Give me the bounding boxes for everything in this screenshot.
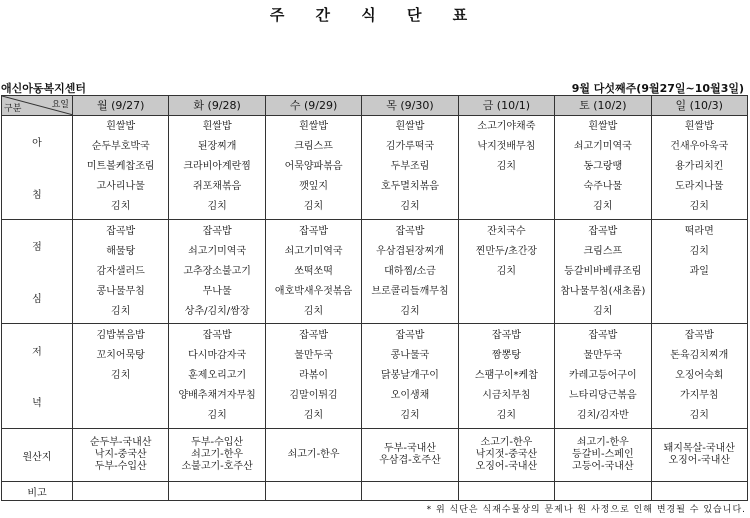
menu-item: 꼬치어묵탕 bbox=[96, 349, 145, 361]
remarks-cell bbox=[169, 482, 265, 501]
day-header: 화 (9/28) bbox=[169, 96, 265, 116]
menu-item: 김치 bbox=[207, 201, 227, 213]
day-header: 수 (9/29) bbox=[265, 96, 361, 116]
menu-item: 과일 bbox=[689, 265, 709, 277]
origin-row bbox=[2, 428, 748, 482]
menu-item: 스팸구이*케찹 bbox=[474, 369, 538, 381]
remarks-cell bbox=[73, 482, 169, 501]
menu-item: 김치 bbox=[303, 305, 324, 317]
corner-cell bbox=[2, 96, 73, 116]
menu-item: 참나물무침(새초롬) bbox=[560, 285, 646, 297]
menu-item: 호두멸치볶음 bbox=[380, 181, 439, 193]
menu-item: 김말이튀김 bbox=[289, 389, 338, 401]
menu-item: 김치 bbox=[496, 265, 517, 277]
menu-item: 고추장소불고기 bbox=[183, 265, 251, 277]
menu-item: 시금치무침 bbox=[482, 389, 531, 401]
menu-cell bbox=[169, 115, 265, 219]
menu-cell bbox=[458, 115, 554, 219]
menu-item: 훈제오리고기 bbox=[188, 369, 247, 381]
menu-item: 쥐포채볶음 bbox=[192, 181, 242, 193]
week-label: 9월 다섯째주(9월27일~10월3일) bbox=[571, 82, 744, 95]
menu-item: 김치/김자반 bbox=[576, 409, 629, 421]
menu-item: 무나물 bbox=[202, 285, 232, 297]
menu-item: 다시마감자국 bbox=[188, 349, 247, 361]
menu-item: 쏘떡쏘떡 bbox=[294, 265, 333, 277]
menu-item: 크림스프 bbox=[294, 141, 333, 153]
menu-item: 김치 bbox=[496, 161, 517, 173]
meal-label-breakfast bbox=[2, 115, 73, 219]
meal-label-bottom: 심 bbox=[32, 293, 42, 305]
meal-label-dinner bbox=[2, 324, 73, 428]
menu-item bbox=[459, 197, 554, 217]
menu-item: 오이생채 bbox=[390, 389, 430, 401]
menu-cell bbox=[362, 219, 458, 323]
origin-cell bbox=[73, 428, 169, 482]
menu-item: 짬뽕탕 bbox=[491, 349, 521, 361]
menu-item: 잡곡밥 bbox=[299, 225, 329, 237]
menu-item: 김치 bbox=[689, 409, 709, 421]
menu-item: 김치 bbox=[593, 305, 613, 317]
menu-cell bbox=[362, 115, 458, 219]
origin-label: 원산지 bbox=[2, 428, 73, 482]
origin-item: 오징어-국내산 bbox=[668, 455, 731, 467]
origin-item: 쇠고기-한우 bbox=[287, 449, 340, 461]
menu-item bbox=[459, 282, 554, 302]
meal-row-dinner bbox=[2, 324, 748, 428]
menu-item: 잡곡밥 bbox=[202, 329, 232, 341]
menu-item: 닭봉날개구이 bbox=[380, 369, 439, 381]
menu-item: 크림스프 bbox=[583, 245, 623, 257]
menu-item: 고사리나물 bbox=[96, 181, 145, 193]
menu-item: 오징어숙회 bbox=[675, 369, 724, 381]
menu-item: 돈육김치찌개 bbox=[670, 349, 729, 361]
weekly-menu-table bbox=[1, 95, 748, 501]
origin-item: 쇠고기-한우 bbox=[576, 437, 629, 449]
menu-item: 크라비아계란찜 bbox=[183, 161, 251, 173]
menu-item: 건새우아욱국 bbox=[670, 141, 729, 153]
menu-item bbox=[652, 282, 747, 302]
menu-cell bbox=[73, 219, 169, 323]
meal-label-lunch bbox=[2, 219, 73, 323]
menu-item: 잡곡밥 bbox=[395, 329, 425, 341]
origin-item: 두부-국내산 bbox=[384, 443, 436, 455]
menu-item: 숙주나물 bbox=[583, 181, 623, 193]
menu-item: 잡곡밥 bbox=[202, 225, 232, 237]
meal-label-bottom: 녁 bbox=[32, 398, 42, 410]
menu-item: 잡곡밥 bbox=[299, 329, 329, 341]
menu-cell bbox=[73, 324, 169, 428]
menu-item: 도라지나물 bbox=[675, 181, 724, 193]
origin-item: 쇠고기-한우 bbox=[191, 449, 244, 461]
page-title: 주 간 식 단 표 bbox=[269, 6, 481, 24]
menu-item: 애호박새우젓볶음 bbox=[274, 285, 353, 297]
menu-item: 흰쌀밥 bbox=[299, 121, 329, 133]
corner-label-category: 구분 bbox=[4, 103, 22, 114]
day-header: 목 (9/30) bbox=[362, 96, 458, 116]
menu-item: 김치 bbox=[111, 369, 131, 381]
menu-item: 쇠고기미역국 bbox=[284, 245, 343, 257]
menu-item bbox=[73, 386, 168, 406]
menu-cell bbox=[73, 115, 169, 219]
origin-item: 낙지-중국산 bbox=[94, 449, 147, 461]
menu-item: 잡곡밥 bbox=[588, 329, 618, 341]
origin-item: 두부-수입산 bbox=[191, 437, 244, 449]
remarks-cell bbox=[651, 482, 747, 501]
remarks-cell bbox=[265, 482, 361, 501]
origin-cell bbox=[265, 428, 361, 482]
remarks-label: 비고 bbox=[2, 482, 73, 501]
origin-cell bbox=[362, 428, 458, 482]
menu-item: 잡곡밥 bbox=[491, 329, 521, 341]
day-header: 일 (10/3) bbox=[651, 96, 747, 116]
menu-item: 김치 bbox=[689, 245, 709, 257]
origin-cell bbox=[169, 428, 265, 482]
menu-item: 흰쌀밥 bbox=[395, 121, 425, 133]
menu-item: 잔치국수 bbox=[487, 225, 526, 237]
header-row bbox=[2, 96, 748, 116]
menu-cell bbox=[651, 324, 747, 428]
menu-item: 찐만두/초간장 bbox=[475, 245, 538, 257]
origin-item: 소불고기-호주산 bbox=[181, 461, 253, 473]
menu-item: 잡곡밥 bbox=[395, 225, 425, 237]
menu-item: 양배추채겨자무침 bbox=[178, 389, 256, 401]
menu-item: 순두부호박국 bbox=[91, 141, 150, 153]
origin-item: 우삼겹-호주산 bbox=[379, 455, 441, 467]
menu-cell bbox=[362, 324, 458, 428]
menu-item: 깻잎지 bbox=[299, 181, 329, 193]
menu-item: 김치 bbox=[303, 201, 324, 213]
menu-cell bbox=[265, 324, 361, 428]
center-name: 애신아동복지센터 bbox=[1, 82, 87, 95]
menu-item: 대하찜/소금 bbox=[384, 265, 436, 277]
menu-item: 김치 bbox=[111, 305, 131, 317]
origin-item: 낙지젓-중국산 bbox=[475, 449, 538, 461]
menu-item bbox=[73, 406, 168, 426]
menu-cell bbox=[651, 115, 747, 219]
menu-item: 김치 bbox=[689, 201, 709, 213]
menu-item: 물만두국 bbox=[294, 349, 333, 361]
origin-item: 돼지목살-국내산 bbox=[663, 443, 735, 455]
meal-label-top: 저 bbox=[32, 346, 42, 358]
origin-cell bbox=[458, 428, 554, 482]
menu-item: 용가리치킨 bbox=[675, 161, 724, 173]
meal-label-top: 아 bbox=[32, 137, 42, 149]
menu-item: 가지무침 bbox=[679, 389, 719, 401]
corner-label-day: 요일 bbox=[51, 100, 69, 110]
menu-cell bbox=[651, 219, 747, 323]
menu-item: 해물탕 bbox=[106, 245, 136, 257]
menu-item: 쇠고기미역국 bbox=[573, 141, 632, 153]
menu-item: 낙지젓배무침 bbox=[477, 141, 536, 153]
menu-item: 쇠고기미역국 bbox=[188, 245, 247, 257]
menu-item: 된장찌개 bbox=[197, 141, 237, 153]
menu-item: 감자샐러드 bbox=[96, 265, 145, 277]
menu-item: 김치 bbox=[400, 409, 420, 421]
menu-item: 잡곡밥 bbox=[588, 225, 618, 237]
menu-cell bbox=[169, 219, 265, 323]
origin-cell bbox=[555, 428, 651, 482]
menu-item: 떡라면 bbox=[684, 225, 714, 237]
menu-item: 브로콜리들깨무침 bbox=[371, 285, 449, 297]
origin-item: 두부-수입산 bbox=[94, 461, 147, 473]
menu-item: 김치 bbox=[400, 305, 420, 317]
menu-item: 등갈비바베큐조림 bbox=[564, 265, 642, 277]
menu-cell bbox=[265, 115, 361, 219]
origin-cell bbox=[651, 428, 747, 482]
menu-item: 김밥볶음밥 bbox=[96, 329, 145, 341]
menu-cell bbox=[555, 219, 651, 323]
menu-item: 콩나물무침 bbox=[96, 285, 145, 297]
menu-item: 두부조림 bbox=[390, 161, 430, 173]
menu-item bbox=[652, 302, 747, 322]
menu-item: 김치 bbox=[303, 409, 324, 421]
menu-item: 동그랑땡 bbox=[583, 161, 623, 173]
day-header: 금 (10/1) bbox=[458, 96, 554, 116]
remarks-cell bbox=[458, 482, 554, 501]
origin-item: 소고기-한우 bbox=[480, 437, 533, 449]
menu-item bbox=[459, 302, 554, 322]
menu-item: 김가루떡국 bbox=[385, 141, 435, 153]
menu-item: 우삼겹된장찌개 bbox=[376, 245, 444, 257]
origin-item: 등갈비-스페인 bbox=[572, 449, 634, 461]
menu-item bbox=[459, 177, 554, 197]
menu-item: 흰쌀밥 bbox=[202, 121, 232, 133]
day-header: 토 (10/2) bbox=[555, 96, 651, 116]
menu-item: 콩나물국 bbox=[390, 349, 430, 361]
menu-cell bbox=[458, 324, 554, 428]
meal-row-breakfast bbox=[2, 115, 748, 219]
remarks-cell bbox=[362, 482, 458, 501]
menu-cell bbox=[458, 219, 554, 323]
remarks-row bbox=[2, 482, 748, 501]
menu-item: 흰쌀밥 bbox=[588, 121, 618, 133]
origin-item: 순두부-국내산 bbox=[89, 437, 152, 449]
menu-item: 김치 bbox=[496, 409, 517, 421]
menu-item: 흰쌀밥 bbox=[684, 121, 714, 133]
menu-item: 느타리당근볶음 bbox=[569, 389, 637, 401]
menu-item: 상추/김치/쌈장 bbox=[184, 305, 250, 317]
meal-label-top: 점 bbox=[32, 242, 42, 254]
meal-label-bottom: 침 bbox=[32, 189, 42, 201]
menu-item: 라볶이 bbox=[299, 369, 329, 381]
menu-cell bbox=[169, 324, 265, 428]
menu-item: 흰쌀밥 bbox=[106, 121, 136, 133]
menu-item: 어묵양파볶음 bbox=[284, 161, 343, 173]
remarks-cell bbox=[555, 482, 651, 501]
menu-cell bbox=[555, 115, 651, 219]
menu-item: 잡곡밥 bbox=[684, 329, 714, 341]
menu-item: 김치 bbox=[111, 201, 131, 213]
menu-item: 물만두국 bbox=[583, 349, 623, 361]
day-header: 월 (9/27) bbox=[73, 96, 169, 116]
meal-row-lunch bbox=[2, 219, 748, 323]
menu-item: 김치 bbox=[593, 201, 613, 213]
footer-note: * 위 식단은 식재수물상의 문제나 원 사정으로 인해 변경될 수 있습니다. bbox=[426, 505, 746, 515]
origin-item: 오징어-국내산 bbox=[475, 461, 538, 473]
menu-item: 미트볼케찹조림 bbox=[86, 161, 155, 173]
menu-item: 김치 bbox=[207, 409, 227, 421]
menu-item: 소고기야채죽 bbox=[477, 121, 536, 133]
menu-item: 김치 bbox=[400, 201, 420, 213]
menu-cell bbox=[265, 219, 361, 323]
origin-item: 고등어-국내산 bbox=[572, 461, 634, 473]
menu-item: 카레고등어구이 bbox=[569, 369, 637, 381]
menu-item: 잡곡밥 bbox=[106, 225, 136, 237]
menu-cell bbox=[555, 324, 651, 428]
